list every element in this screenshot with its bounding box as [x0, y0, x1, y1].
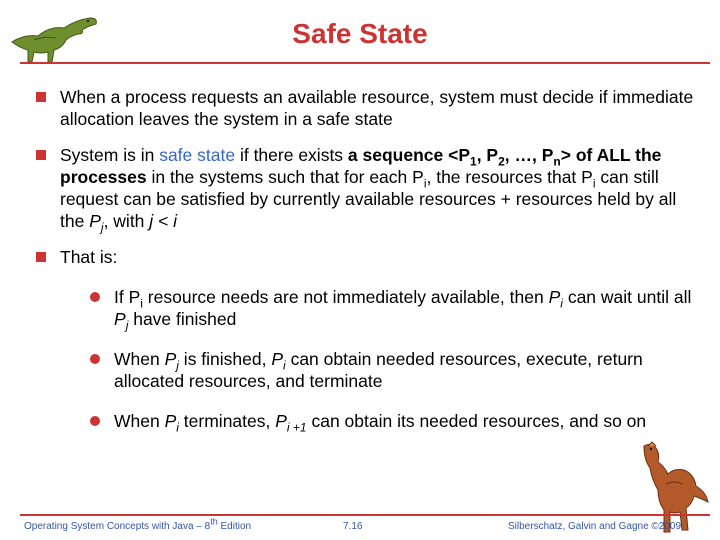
- bullet-text: System is in safe state if there exists a sequence $<P_1$, $P_2$, …, $P_n>$ of ALL the processes in the systems such that for each $P_i$, the resources that $P_i$ can still request can be satisfied by currently available resources + resources held by all the $P_j$, with j < i: [60, 145, 677, 235]
- sub-bullet-list: [60, 286, 696, 435]
- sub-bullet-text: If $P_i$ resource needs are not immediately available, then $P_i$ can wait until all $P_j$ have finished: [114, 287, 692, 333]
- bullet-text: When a process requests an available resource, system must decide if immediate allocation leaves the system in a safe state: [60, 87, 694, 129]
- sub-bullet-item: [90, 410, 696, 435]
- safe-state-term: safe state: [159, 145, 236, 165]
- sub-bullet-item: [90, 286, 696, 333]
- sub-bullet-item: [90, 348, 696, 392]
- slide-body: [36, 86, 696, 450]
- footer-divider: [20, 514, 710, 516]
- square-bullet-icon: [36, 252, 46, 262]
- bullet-text: That is:: [60, 247, 118, 267]
- sub-bullet-text: When $P_i$ terminates, $P_{i +1}$ can obtain its needed resources, and so on: [114, 411, 647, 435]
- footer-copyright: Silberschatz, Galvin and Gagne ©2009: [508, 521, 682, 532]
- bullet-item: [36, 246, 696, 435]
- title-divider: [20, 62, 710, 64]
- bullet-item: [36, 86, 696, 130]
- round-bullet-icon: [90, 292, 100, 302]
- footer-course: Operating System Concepts with Java – 8th Edition: [24, 516, 252, 532]
- footer-page-number: 7.16: [343, 521, 363, 532]
- round-bullet-icon: [90, 354, 100, 364]
- bullet-item: [36, 144, 696, 235]
- round-bullet-icon: [90, 416, 100, 426]
- sub-bullet-text: When $P_j$ is finished, $P_i$ can obtain needed resources, execute, return allocated resources, and terminate: [114, 349, 643, 391]
- square-bullet-icon: [36, 92, 46, 102]
- slide-title: Safe State: [292, 18, 428, 49]
- square-bullet-icon: [36, 150, 46, 160]
